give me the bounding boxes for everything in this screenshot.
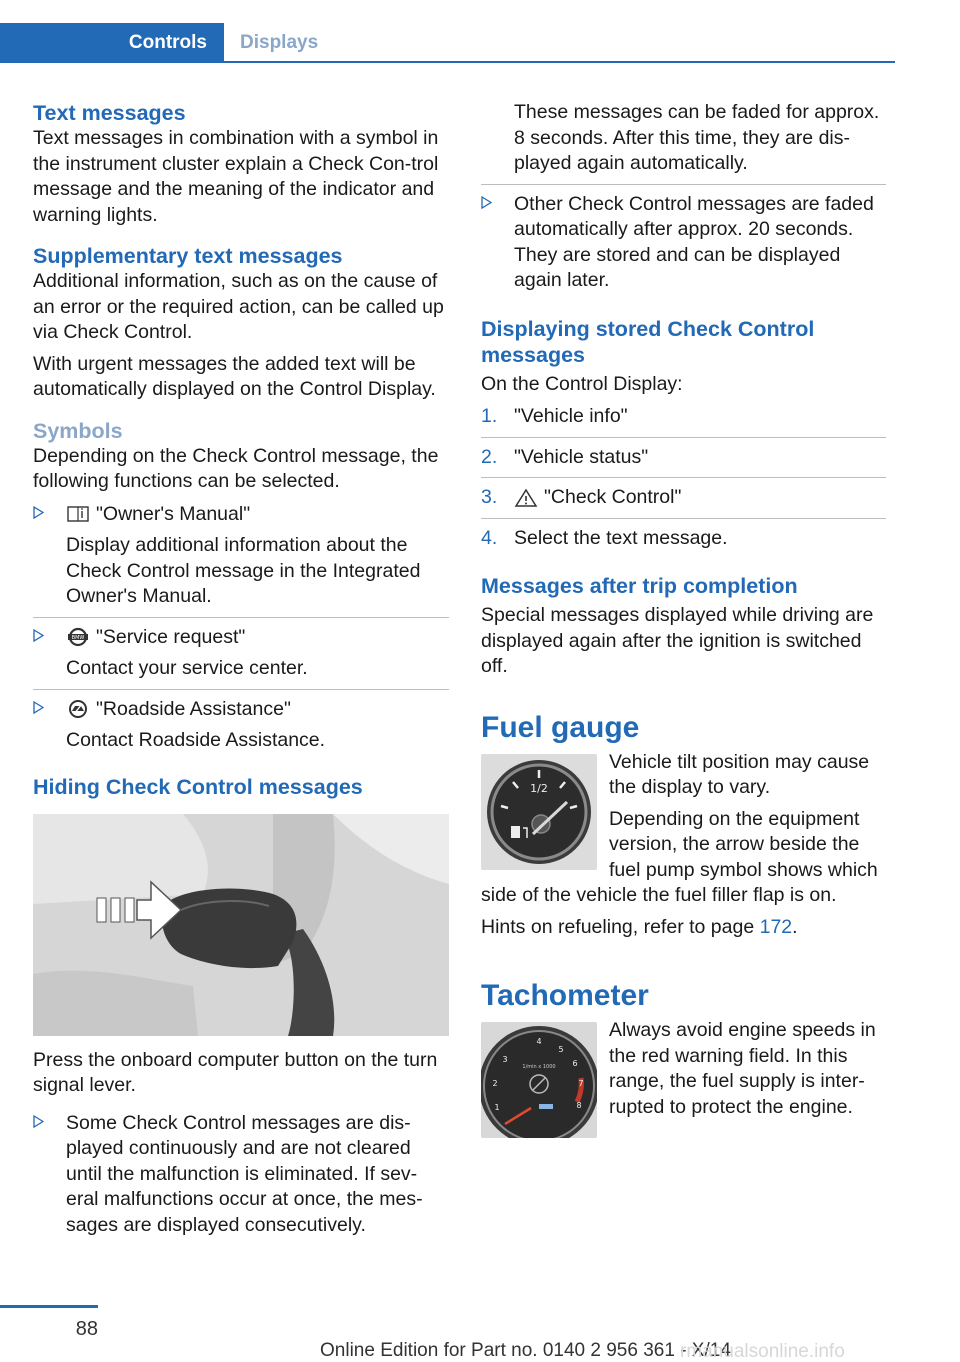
turn-signal-lever-figure (33, 814, 449, 1036)
step-number: 3. (481, 486, 498, 508)
supp-paragraph-2: With urgent messages the added text will be automatically displayed on the Control Display. (33, 352, 436, 400)
divider (481, 437, 886, 438)
text-messages-body: Text messages in combination with a symbol in the instrument cluster explain a Check Con-trol message and the meaning of the indicator and warning lights. (33, 127, 439, 226)
footer-watermark: rmanualsonline.info (680, 1341, 845, 1362)
turn-signal-lever-illustration (33, 814, 449, 1036)
symbols-item-service-request (33, 625, 449, 682)
bullet-triangle-icon (33, 629, 44, 642)
service-request-label: "Service request" (96, 625, 246, 648)
book-icon (66, 504, 90, 524)
owners-manual-label: "Owner's Manual" (96, 502, 251, 525)
step-text: "Vehicle info" (514, 405, 628, 427)
supp-paragraph-1: Additional information, such as on the cause of an error or the required action, can be called up via Check Control. (33, 270, 444, 343)
tachometer-figure (481, 1022, 597, 1138)
symbols-body: Depending on the Check Control message, the following functions can be selected. (33, 444, 439, 492)
bullet-triangle-icon (33, 506, 44, 519)
fuel-paragraph-1: Vehicle tilt position may cause the display to vary. (609, 750, 870, 798)
fuel-hint (481, 915, 886, 941)
stored-step-4 (481, 526, 886, 552)
hiding-item-2 (481, 192, 886, 294)
trip-body: Special messages displayed while driving are displayed again after the ignition is switched off. (481, 604, 874, 677)
step-number: 2. (481, 445, 498, 468)
divider (33, 689, 449, 690)
heading-messages-after-trip: Messages after trip completion (481, 574, 798, 598)
symbols-item-owners-manual (33, 502, 449, 610)
stored-step-3 (481, 485, 886, 511)
page-link-172[interactable]: 172 (759, 915, 793, 938)
hiding-item-1-continued: These messages can be faded for approx. 8 seconds. After this time, they are dis-played again automatically. (514, 101, 880, 174)
step-text: "Vehicle status" (514, 445, 649, 468)
tacho-tick-label: 7 (578, 1079, 584, 1088)
fuel-gauge-figure (481, 754, 597, 870)
heading-text-messages: Text messages (33, 101, 186, 125)
tacho-tick-label: 4 (536, 1037, 542, 1046)
heading-fuel-gauge: Fuel gauge (481, 710, 640, 744)
gauge-half-label: 1/2 (530, 781, 548, 795)
divider (481, 184, 886, 185)
heading-tachometer: Tachometer (481, 979, 649, 1012)
roadside-assistance-label: "Roadside Assistance" (96, 697, 291, 720)
roadside-assistance-desc: Contact Roadside Assistance. (66, 729, 326, 751)
tacho-tick-label: 8 (576, 1101, 582, 1110)
stored-step-1 (481, 404, 886, 430)
hiding-item-2-text: Other Check Control messages are faded automatically after approx. 20 seconds. They are stored and can be displayed again later. (514, 192, 874, 291)
tacho-tick-label: 5 (558, 1045, 564, 1054)
step-number: 1. (481, 405, 498, 427)
roadside-assistance-icon (66, 699, 90, 719)
step-number: 4. (481, 526, 498, 549)
hiding-item-1 (33, 1111, 449, 1239)
tacho-readout: 1/min x 1000 (522, 1064, 556, 1070)
bmw-service-icon (66, 627, 90, 647)
fuel-hint-suffix: . (792, 915, 798, 938)
heading-symbols: Symbols (33, 418, 123, 443)
fuel-gauge-illustration (481, 754, 597, 870)
tachometer-illustration (481, 1022, 597, 1138)
bullet-triangle-icon (33, 1115, 44, 1128)
heading-supplementary-text-messages: Supplementary text messages (33, 244, 343, 268)
fuel-paragraph-2: Depending on the equipment version, the arrow beside the fuel pump symbol shows which side of the vehicle the fuel filler flap is on. (481, 807, 878, 906)
tacho-body: Always avoid engine speeds in the red warning field. In this range, the fuel supply is inter-rupted to protect the engine. (609, 1019, 876, 1118)
symbols-item-roadside-assistance (33, 697, 449, 754)
step-text: Select the text message. (514, 526, 728, 549)
stored-intro: On the Control Display: (481, 372, 683, 395)
owners-manual-desc: Display additional information about the Check Control message in the Integrated Owner's Manual. (66, 534, 421, 607)
left-column (33, 100, 449, 1238)
tacho-tick-label: 1 (494, 1103, 500, 1112)
tacho-tick-label: 2 (492, 1079, 498, 1088)
page-number-bar (0, 1305, 98, 1308)
warning-triangle-icon (514, 488, 538, 508)
divider (33, 617, 449, 618)
service-request-desc: Contact your service center. (66, 657, 308, 679)
heading-hiding-check-control: Hiding Check Control messages (33, 774, 363, 799)
divider (481, 518, 886, 519)
bullet-triangle-icon (33, 701, 44, 714)
bullet-triangle-icon (481, 196, 492, 209)
step-text: "Check Control" (544, 486, 682, 508)
header-tabbar (0, 23, 895, 63)
fuel-hint-text: Hints on refueling, refer to page (481, 915, 760, 938)
page-number: 88 (75, 1318, 98, 1340)
svg-text:BMW: BMW (71, 635, 85, 642)
heading-displaying-stored: Displaying stored Check Control messages (481, 316, 815, 367)
divider (481, 477, 886, 478)
tab-controls[interactable]: Controls (0, 23, 224, 61)
right-column (481, 100, 886, 1142)
tacho-tick-label: 3 (502, 1055, 508, 1064)
hiding-item-1-text: Some Check Control messages are dis-played continuously and are not cleared until the malfunction is eliminated. If sev-eral malfunctions occur at once, the mes-sages are displayed consecutively. (66, 1111, 423, 1236)
tacho-tick-label: 6 (572, 1059, 578, 1068)
stored-step-2 (481, 445, 886, 471)
tab-displays[interactable]: Displays (240, 32, 319, 53)
hiding-body: Press the onboard computer button on the turn signal lever. (33, 1048, 438, 1096)
footer-edition: Online Edition for Part no. 0140 2 956 361 - X/14 (320, 1340, 731, 1361)
